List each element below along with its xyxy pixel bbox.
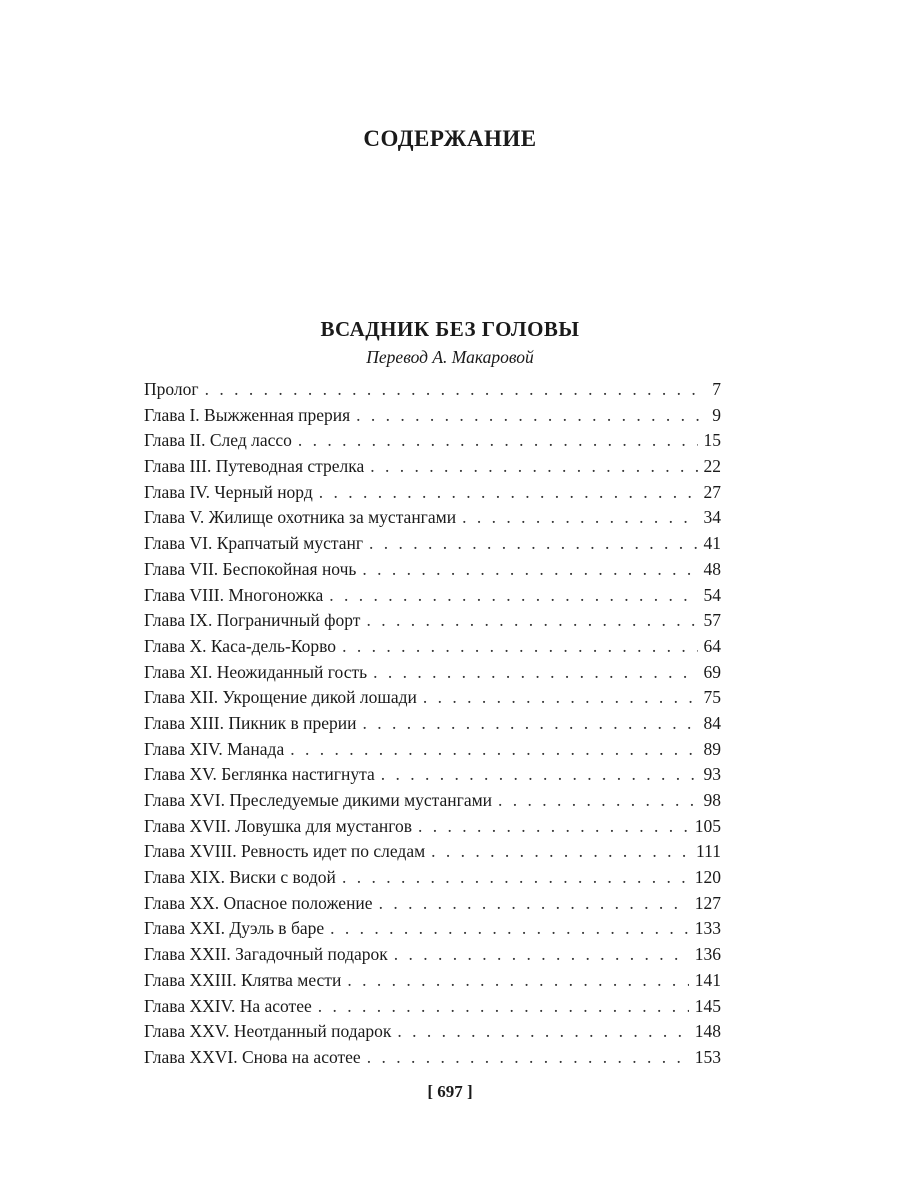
toc-entry xyxy=(144,814,721,840)
dot-leader xyxy=(342,865,689,891)
toc-entry-title: Глава X. Каса-дель-Корво xyxy=(144,635,337,656)
toc-entry xyxy=(144,531,721,557)
toc-entry-title: Глава XVI. Преследуемые дикими мустангами xyxy=(144,790,493,810)
dot-leader xyxy=(370,454,697,480)
toc-entry-page: 145 xyxy=(694,995,721,1016)
toc-entry-page: 148 xyxy=(694,1021,721,1042)
toc-entry-page: 111 xyxy=(696,841,721,862)
toc-entry-title: Глава XXII. Загадочный подарок xyxy=(144,944,388,965)
dot-leader xyxy=(379,891,689,917)
dot-leader xyxy=(329,583,697,609)
toc-entry-page: 69 xyxy=(703,661,721,682)
toc-entry-title: Глава XV. Беглянка настигнута xyxy=(144,764,375,785)
toc-entry-title: Глава XXVI. Снова на асотее xyxy=(144,1046,361,1067)
toc-entry-page: 84 xyxy=(703,712,721,733)
contents-heading: СОДЕРЖАНИЕ xyxy=(363,126,537,151)
toc-entry-title: Глава XXI. Дуэль в баре xyxy=(144,918,325,939)
toc-entry-page: 120 xyxy=(694,867,721,888)
dot-leader xyxy=(418,814,689,840)
translator-credit: Перевод А. Макаровой xyxy=(366,347,534,367)
toc-entry-title: Глава IV. Черный норд xyxy=(144,481,313,502)
toc-entry-page: 136 xyxy=(694,944,721,965)
toc-entry xyxy=(144,660,721,686)
toc-entry xyxy=(144,1019,721,1045)
toc-entry-title: Глава VII. Беспокойная ночь xyxy=(144,558,357,579)
toc-entry-page: 57 xyxy=(703,610,721,631)
toc-entry xyxy=(144,891,721,917)
toc-entry xyxy=(144,994,721,1020)
toc-entry-title: Глава XX. Опасное положение xyxy=(144,892,373,913)
toc-entry-title: Глава XXV. Неотданный подарок xyxy=(144,1021,392,1042)
toc-entry xyxy=(144,583,721,609)
toc-entry xyxy=(144,557,721,583)
toc-entry-title: Пролог xyxy=(144,379,199,399)
toc-entry-title: Глава I. Выжженная прерия xyxy=(144,404,351,425)
toc-entry-page: 9 xyxy=(712,404,721,425)
dot-leader xyxy=(298,428,698,454)
dot-leader xyxy=(362,711,697,737)
toc-entry-title: Глава XIX. Виски с водой xyxy=(144,867,336,888)
toc-entry-title: Глава XVII. Ловушка для мустангов xyxy=(144,815,413,836)
toc-entry xyxy=(144,685,721,711)
toc-entry xyxy=(144,428,721,454)
dot-leader xyxy=(381,762,698,788)
toc-entry-page: 133 xyxy=(694,918,721,939)
dot-leader xyxy=(366,608,697,634)
toc-entry-page: 41 xyxy=(703,533,721,554)
toc-entry-page: 48 xyxy=(703,558,721,579)
dot-leader xyxy=(290,737,697,763)
dot-leader xyxy=(205,377,707,403)
toc-entry-title: Глава VI. Крапчатый мустанг xyxy=(144,533,364,554)
dot-leader xyxy=(431,839,690,865)
toc-entry-page: 127 xyxy=(694,892,721,913)
toc-entry-title: Глава IX. Пограничный форт xyxy=(144,610,361,631)
dot-leader xyxy=(367,1045,689,1071)
dot-leader xyxy=(423,685,698,711)
dot-leader xyxy=(373,660,697,686)
dot-leader xyxy=(356,403,706,429)
toc-entry-page: 27 xyxy=(703,481,721,502)
toc-entry-title: Глава XI. Неожиданный гость xyxy=(144,661,368,682)
dot-leader xyxy=(362,557,697,583)
dot-leader xyxy=(342,634,697,660)
toc-entry-title: Глава VIII. Многоножка xyxy=(144,584,324,605)
toc-entry xyxy=(144,454,721,480)
work-title: ВСАДНИК БЕЗ ГОЛОВЫ xyxy=(320,317,580,341)
toc-entry-title: Глава V. Жилище охотника за мустангами xyxy=(144,507,457,528)
toc-entry-page: 105 xyxy=(694,815,721,836)
toc-entry-page: 141 xyxy=(694,969,721,990)
dot-leader xyxy=(369,531,697,557)
toc-entry xyxy=(144,737,721,763)
toc-entry xyxy=(144,480,721,506)
dot-leader xyxy=(318,994,689,1020)
toc-entry-page: 98 xyxy=(703,790,721,810)
toc-entry xyxy=(144,916,721,942)
toc-entry-title: Глава II. След лассо xyxy=(144,430,292,451)
table-of-contents xyxy=(144,377,721,1071)
toc-entry xyxy=(144,762,721,788)
page-number: [ 697 ] xyxy=(427,1082,473,1101)
dot-leader xyxy=(319,480,698,506)
toc-entry-page: 34 xyxy=(703,507,721,528)
toc-entry-title: Глава III. Путеводная стрелка xyxy=(144,456,365,477)
toc-entry xyxy=(144,942,721,968)
toc-entry-title: Глава XIV. Манада xyxy=(144,738,285,759)
toc-entry xyxy=(144,1045,721,1071)
toc-entry-page: 15 xyxy=(703,430,721,451)
toc-entry-title: Глава XVIII. Ревность идет по следам xyxy=(144,841,426,862)
toc-entry-page: 89 xyxy=(703,738,721,759)
toc-entry xyxy=(144,788,721,814)
toc-entry xyxy=(144,403,721,429)
toc-entry-title: Глава XXIV. На асотее xyxy=(144,995,312,1016)
toc-entry-title: Глава XXIII. Клятва мести xyxy=(144,969,342,990)
toc-entry-title: Глава XIII. Пикник в прерии xyxy=(144,712,357,733)
toc-entry xyxy=(144,608,721,634)
toc-entry-title: Глава XII. Укрощение дикой лошади xyxy=(144,687,417,708)
dot-leader xyxy=(394,942,689,968)
toc-entry-page: 153 xyxy=(694,1046,721,1067)
toc-entry xyxy=(144,839,721,865)
toc-entry xyxy=(144,634,721,660)
toc-entry xyxy=(144,377,721,403)
dot-leader xyxy=(347,968,688,994)
dot-leader xyxy=(397,1019,688,1045)
toc-entry-page: 54 xyxy=(703,584,721,605)
dot-leader xyxy=(330,916,689,942)
dot-leader xyxy=(462,505,697,531)
toc-entry xyxy=(144,505,721,531)
toc-entry-page: 93 xyxy=(703,764,721,785)
dot-leader xyxy=(498,788,697,814)
toc-entry-page: 75 xyxy=(703,687,721,708)
toc-entry-page: 22 xyxy=(703,456,721,477)
toc-entry-page: 64 xyxy=(703,635,721,656)
toc-entry-page: 7 xyxy=(712,379,721,399)
toc-entry xyxy=(144,711,721,737)
toc-entry xyxy=(144,968,721,994)
toc-entry xyxy=(144,865,721,891)
